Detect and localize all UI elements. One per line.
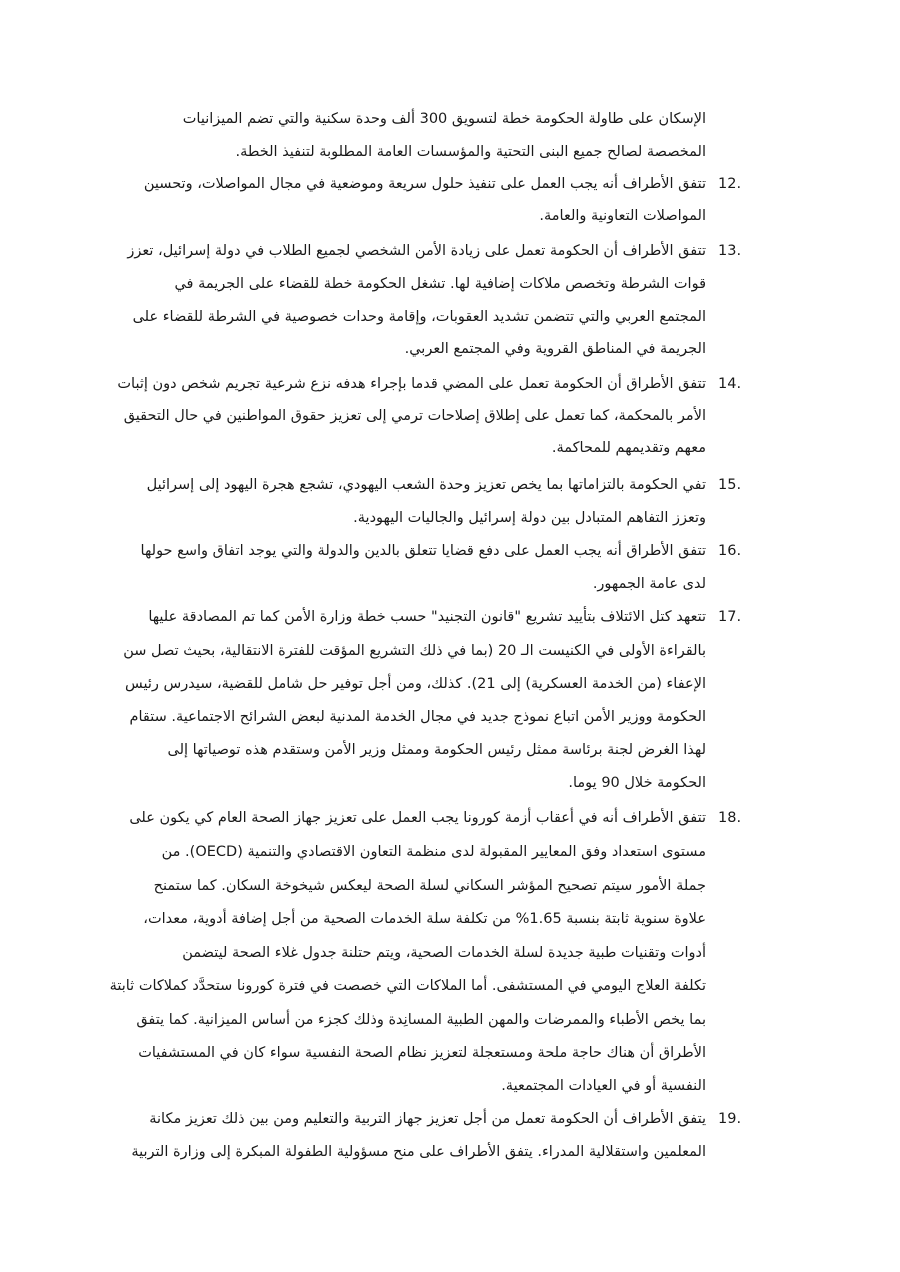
paragraph-line: الحكومة خلال 90 يوما. bbox=[568, 775, 706, 791]
paragraph-line: الحكومة ووزير الأمن اتباع نموذج جديد في مجال الخدمة المدنية لبعض الشرائح الاجتماعية. ستقام bbox=[129, 709, 706, 725]
paragraph-line: تفي الحكومة بالتزاماتها بما يخص تعزيز وحدة الشعب اليهودي، تشجع هجرة اليهود إلى إسرائيل bbox=[146, 477, 706, 493]
paragraph-line: تتفق الأطراق أن الحكومة تعمل على المضي قدما بإجراء هدفه نزع شرعية تجريم شخص دون إثبات bbox=[117, 376, 706, 392]
paragraph-line: تكلفة العلاج اليومي في المستشفى. أما الملاكات التي خصصت في فترة كورونا ستحدَّد كملاكات ثابتة bbox=[109, 978, 706, 994]
item-number: 12. bbox=[718, 176, 742, 192]
paragraph-line: تتفق الأطراف أنه يجب العمل على تنفيذ حلول سريعة وموضعية في مجال المواصلات، وتحسين bbox=[143, 176, 706, 192]
item-number: 17. bbox=[718, 609, 742, 625]
paragraph-line: النفسية أو في العيادات المجتمعية. bbox=[501, 1078, 706, 1094]
paragraph-line: الإسكان على طاولة الحكومة خطة لتسويق 300 ألف وحدة سكنية والتي تضم الميزانيات bbox=[182, 111, 706, 127]
paragraph-line: الإعفاء (من الخدمة العسكرية) إلى 21). كذلك، ومن أجل توفير حل شامل للقضية، سيدرس رئيس bbox=[125, 676, 706, 692]
paragraph-line: بالقراءة الأولى في الكنيست الـ 20 (بما في ذلك التشريع المؤقت للفترة الانتقالية، بحيث تصل سن bbox=[123, 643, 706, 659]
paragraph-line: لدى عامة الجمهور. bbox=[592, 576, 706, 592]
paragraph-line: يتفق الأطراف أن الحكومة تعمل من أجل تعزيز جهاز التربية والتعليم ومن بين ذلك تعزيز مكانة bbox=[149, 1111, 706, 1127]
paragraph-line: لهذا الغرض لجنة برئاسة ممثل رئيس الحكومة وممثل وزير الأمن وستقدم هذه توصياتها إلى bbox=[167, 742, 706, 758]
paragraph-line: الأمر بالمحكمة، كما تعمل على إطلاق إصلاحات ترمي إلى تعزيز حقوق المواطنين في حال التحقيق bbox=[123, 408, 706, 424]
paragraph-line: المجتمع العربي والتي تتضمن تشديد العقوبات، وإقامة وحدات خصوصية في الشرطة للقضاء على bbox=[132, 309, 706, 325]
item-number: 13. bbox=[718, 243, 742, 259]
paragraph-line: مستوى استعداد وفق المعايير المقبولة لدى منظمة التعاون الاقتصادي والتنمية (OECD). من bbox=[161, 844, 706, 860]
paragraph-line: قوات الشرطة وتخصص ملاكات إضافية لها. تشغل الحكومة خطة للقضاء على الجريمة في bbox=[174, 276, 706, 292]
paragraph-line: المخصصة لصالح جميع البنى التحتية والمؤسسات العامة المطلوبة لتنفيذ الخطة. bbox=[235, 144, 706, 160]
paragraph-line: تتفق الأطراف أن الحكومة تعمل على زيادة الأمن الشخصي لجميع الطلاب في دولة إسرائيل، تعزز bbox=[127, 243, 706, 259]
paragraph-line: أدوات وتقنيات طبية جديدة لسلة الخدمات الصحية، ويتم حتلنة جدول غلاء الصحة ليتضمن bbox=[182, 945, 706, 961]
paragraph-line: الأطراق أن هناك حاجة ملحة ومستعجلة لتعزيز نظام الصحة النفسية سواء كان في المستشفيات bbox=[138, 1045, 706, 1061]
paragraph-line: تتفق الأطراف أنه في أعقاب أزمة كورونا يجب العمل على تعزيز جهاز الصحة العام كي يكون على bbox=[129, 810, 706, 826]
paragraph-line: تتفق الأطراق أنه يجب العمل على دفع قضايا تتعلق بالدين والدولة والتي يوجد اتفاق واسع حولها bbox=[140, 543, 706, 559]
paragraph-line: معهم وتقديمهم للمحاكمة. bbox=[551, 440, 706, 456]
item-number: 15. bbox=[718, 477, 742, 493]
paragraph-line: الجريمة في المناطق القروية وفي المجتمع العربي. bbox=[404, 341, 706, 357]
item-number: 16. bbox=[718, 543, 742, 559]
paragraph-line: علاوة سنوية ثابتة بنسبة 1.65% من تكلفة سلة الخدمات الصحية من أجل إضافة أدوية، معدات، bbox=[143, 911, 706, 927]
paragraph-line: جملة الأمور سيتم تصحيح المؤشر السكاني لسلة الصحة ليعكس شيخوخة السكان. كما ستمنح bbox=[153, 878, 706, 894]
item-number: 14. bbox=[718, 376, 742, 392]
paragraph-line: المعلمين واستقلالية المدراء. يتفق الأطراف على منح مسؤولية الطفولة المبكرة إلى وزارة التربية bbox=[131, 1144, 706, 1160]
paragraph-line: بما يخص الأطباء والممرضات والمهن الطبية المسانِدة وذلك كجزء من أساس الميزانية. كما يتفق bbox=[136, 1012, 706, 1028]
paragraph-line: المواصلات التعاونية والعامة. bbox=[539, 208, 706, 224]
item-number: 18. bbox=[718, 810, 742, 826]
paragraph-line: وتعزز التفاهم المتبادل بين دولة إسرائيل والجاليات اليهودية. bbox=[353, 510, 706, 526]
paragraph-line: تتعهد كتل الائتلاف بتأييد تشريع "قانون التجنيد" حسب خطة وزارة الأمن كما تم المصادقة عليها bbox=[148, 609, 706, 625]
item-number: 19. bbox=[718, 1111, 742, 1127]
